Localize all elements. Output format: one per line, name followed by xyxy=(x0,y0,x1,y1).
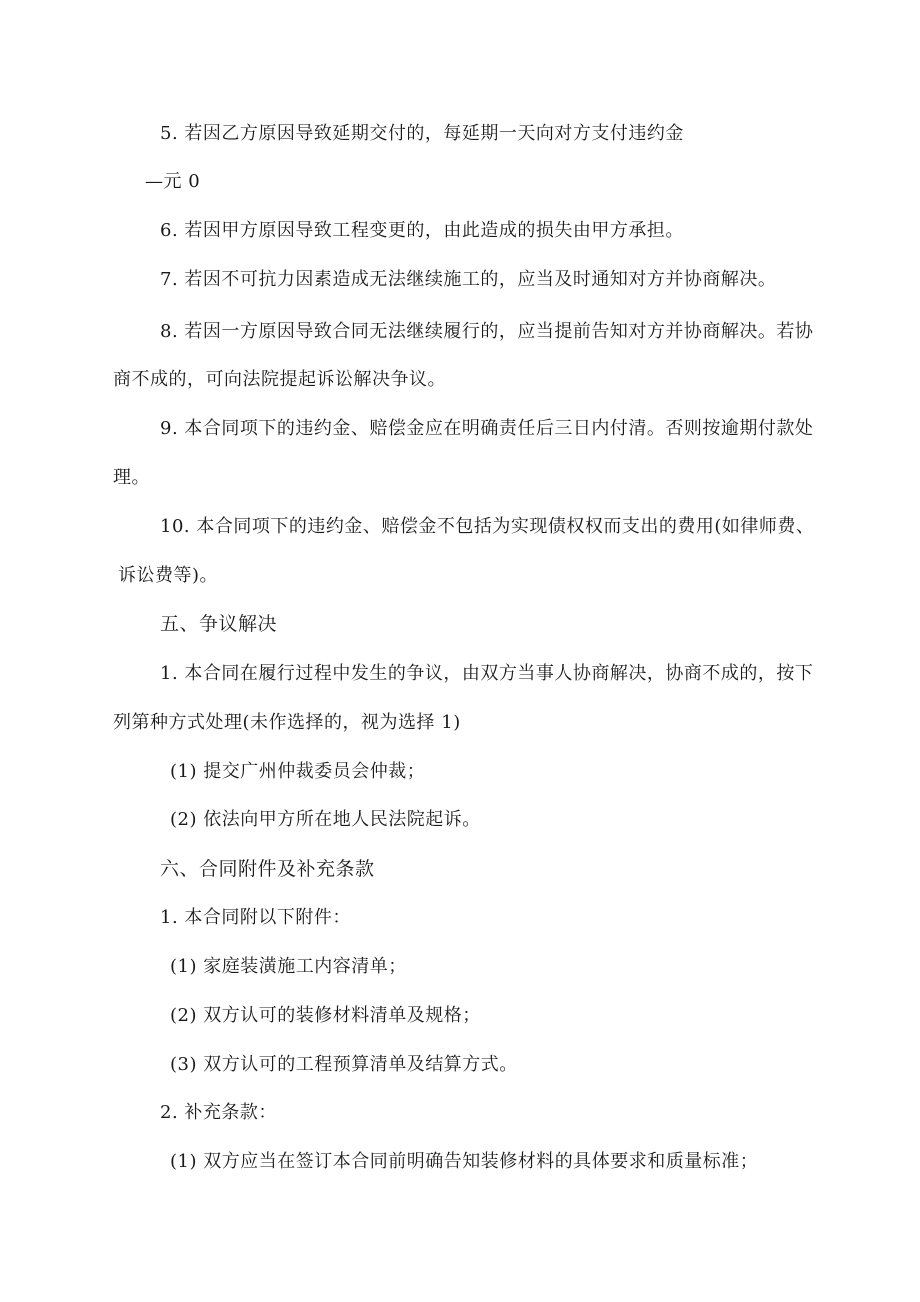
attachment-2: (2) 双方认可的装修材料清单及规格； xyxy=(170,1005,481,1026)
clause-10-line-2: 诉讼费等)。 xyxy=(118,565,219,586)
section-6-clause-1: 1. 本合同附以下附件： xyxy=(160,907,351,928)
clause-6: 6. 若因甲方原因导致工程变更的，由此造成的损失由甲方承担。 xyxy=(160,220,684,241)
option-1: (1) 提交广州仲裁委员会仲裁； xyxy=(170,761,426,782)
clause-5-line-1: 5. 若因乙方原因导致延期交付的，每延期一天向对方支付违约金 xyxy=(160,123,684,144)
clause-9-line-1: 9. 本合同项下的违约金、赔偿金应在明确责任后三日内付清。否则按逾期付款处 xyxy=(160,418,814,439)
option-2: (2) 依法向甲方所在地人民法院起诉。 xyxy=(170,809,481,830)
section-5-clause-1-line-1: 1. 本合同在履行过程中发生的争议，由双方当事人协商解决，协商不成的，按下 xyxy=(160,663,814,684)
clause-8-line-2: 商不成的，可向法院提起诉讼解决争议。 xyxy=(113,369,446,390)
attachment-1: (1) 家庭装潢施工内容清单； xyxy=(170,956,407,977)
section-5-heading: 五、争议解决 xyxy=(160,613,278,635)
section-6-heading: 六、合同附件及补充条款 xyxy=(160,858,375,880)
clause-10-line-1: 10. 本合同项下的违约金、赔偿金不包括为实现债权权而支出的费用(如律师费、 xyxy=(160,516,815,537)
clause-8-line-1: 8. 若因一方原因导致合同无法继续履行的，应当提前告知对方并协商解决。若协 xyxy=(160,321,814,342)
attachment-3: (3) 双方认可的工程预算清单及结算方式。 xyxy=(170,1054,518,1075)
supplementary-term-1: (1) 双方应当在签订本合同前明确告知装修材料的具体要求和质量标准； xyxy=(170,1151,759,1172)
clause-9-line-2: 理。 xyxy=(113,467,150,488)
clause-5-line-2: —元 0 xyxy=(145,171,201,192)
clause-7: 7. 若因不可抗力因素造成无法继续施工的，应当及时通知对方并协商解决。 xyxy=(160,269,777,290)
section-5-clause-1-line-2: 列第种方式处理(未作选择的，视为选择 1) xyxy=(113,712,461,733)
section-6-clause-2: 2. 补充条款： xyxy=(160,1102,277,1123)
